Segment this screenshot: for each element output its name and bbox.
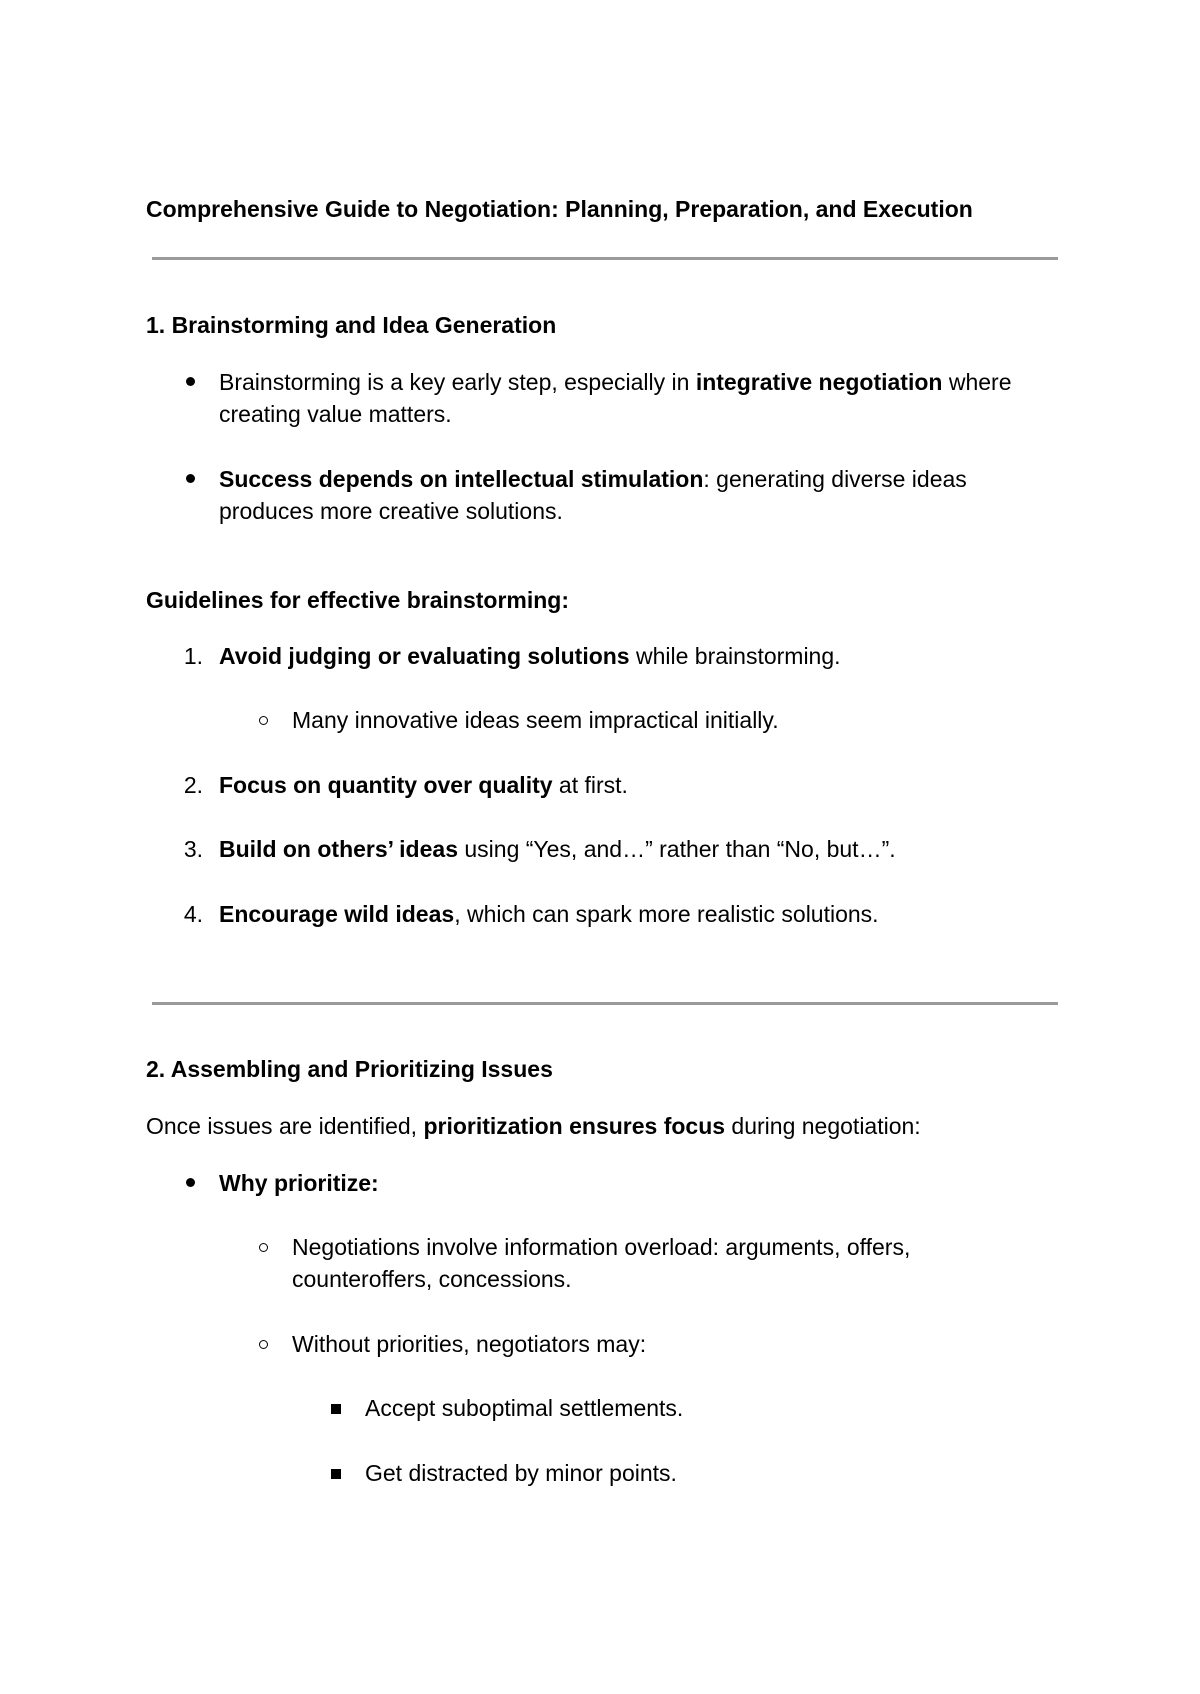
guideline-text: while brainstorming. (629, 643, 841, 669)
filled-square-icon (331, 1469, 341, 1479)
document-title: Comprehensive Guide to Negotiation: Planning, Preparation, and Execution (146, 196, 973, 222)
intro-text: during negotiation: (725, 1113, 921, 1139)
guideline-text: using “Yes, and…” rather than “No, but…”. (457, 836, 896, 862)
section-1-bullet-1-line-1 (219, 366, 1012, 398)
intro-bold-text: prioritization ensures focus (423, 1113, 726, 1139)
filled-square-icon (331, 1404, 341, 1414)
filled-disc-icon (186, 1178, 195, 1187)
bullet-text: where (942, 369, 1012, 395)
sub-item-1-line-1: Negotiations involve information overload: arguments, offers, (292, 1234, 911, 1260)
bullet-bold-text: integrative negotiation (695, 369, 943, 395)
list-number: 1. (183, 643, 203, 669)
sub-sub-item-1: Accept suboptimal settlements. (365, 1395, 684, 1421)
list-number: 3. (183, 836, 203, 862)
guideline-1-subitem: Many innovative ideas seem impractical initially. (292, 707, 779, 733)
sub-item-2: Without priorities, negotiators may: (292, 1331, 647, 1357)
section-1-bullet-2-line-1 (219, 463, 967, 495)
horizontal-rule (152, 257, 1058, 260)
why-prioritize-label: Why prioritize: (219, 1170, 379, 1196)
guideline-item-1 (219, 640, 841, 672)
list-number: 2. (183, 772, 203, 798)
hollow-circle-icon (259, 1243, 268, 1252)
section-2-intro (146, 1110, 921, 1142)
guideline-item-3 (219, 833, 896, 865)
guideline-bold-text: Avoid judging or evaluating solutions (219, 643, 630, 669)
bullet-bold-text: Success depends on intellectual stimulation (219, 466, 704, 492)
guideline-bold-text: Build on others’ ideas (219, 836, 458, 862)
guidelines-heading: Guidelines for effective brainstorming: (146, 587, 570, 613)
section-1-heading: 1. Brainstorming and Idea Generation (146, 312, 557, 338)
section-1-bullet-2-line-2: produces more creative solutions. (219, 498, 563, 524)
bullet-text: Brainstorming is a key early step, especially in (219, 369, 696, 395)
intro-text: Once issues are identified, (146, 1113, 424, 1139)
guideline-text: at first. (552, 772, 628, 798)
section-2-heading: 2. Assembling and Prioritizing Issues (146, 1056, 553, 1082)
guideline-item-4 (219, 898, 879, 930)
horizontal-rule (152, 1002, 1058, 1005)
hollow-circle-icon (259, 716, 268, 725)
guideline-text: , which can spark more realistic solutions. (454, 901, 879, 927)
list-number: 4. (183, 901, 203, 927)
guideline-item-2 (219, 769, 628, 801)
section-1-bullet-1-line-2: creating value matters. (219, 401, 452, 427)
bullet-text: : generating diverse ideas (703, 466, 967, 492)
guideline-bold-text: Encourage wild ideas (219, 901, 455, 927)
guideline-bold-text: Focus on quantity over quality (219, 772, 553, 798)
sub-sub-item-2: Get distracted by minor points. (365, 1460, 677, 1486)
filled-disc-icon (186, 474, 195, 483)
sub-item-1-line-2: counteroffers, concessions. (292, 1266, 572, 1292)
hollow-circle-icon (259, 1340, 268, 1349)
filled-disc-icon (186, 377, 195, 386)
